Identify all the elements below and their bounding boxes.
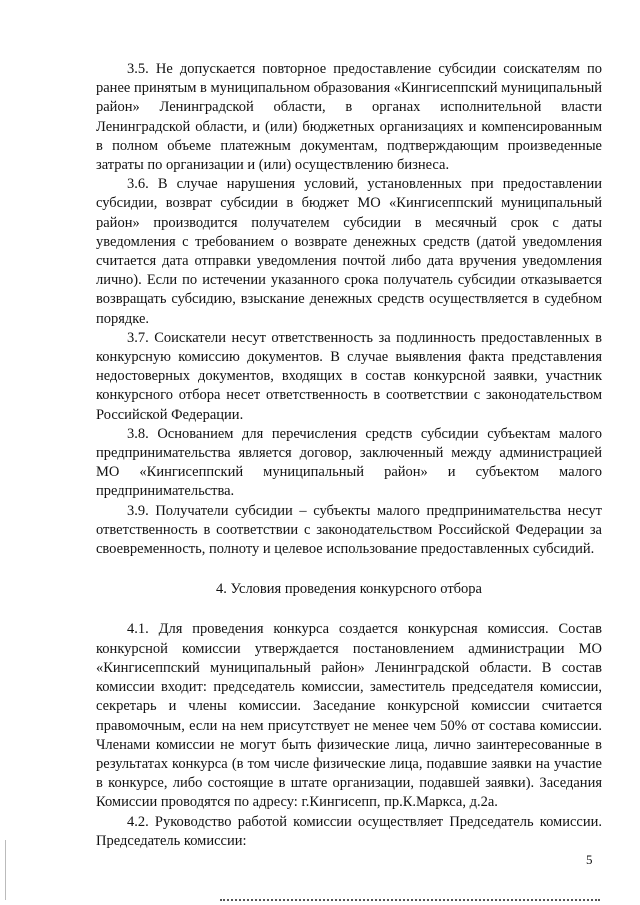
- paragraph-3-5: 3.5. Не допускается повторное предоставление субсидии соискателям по ранее принятым в муниципальном образования «Кингисеппский муниципальный район» Ленинградской области, в органах исполнительной власти Ленинградской области, и (или) бюджетных организациях и компенсированным в полном объеме платежным документам, подтверждающим произведенные затраты по организации и (или) осуществлению бизнеса.: [96, 61, 603, 174]
- scan-edge-line: [5, 840, 6, 900]
- document-body: [96, 60, 602, 851]
- section-heading: 4. Условия проведения конкурсного отбора: [215, 581, 482, 598]
- paragraph-3-6: 3.6. В случае нарушения условий, установленных при предоставлении субсидии, возврат субсидии в бюджет МО «Кингисеппский муниципальный район» производится получателем субсидии в месячный срок с даты уведомления с требованием о возврате денежных средств (датой уведомления считается дата отправки уведомления почтой либо дата вручения уведомления лично). Если по истечении указанного срока получатель субсидии отказывается возвращать субсидию, взыскание денежных средств осуществляется в судебном порядке.: [96, 176, 602, 327]
- paragraph-3-8: 3.8. Основанием для перечисления средств субсидии субъектам малого предпринимательства является договор, заключенный между администрацией МО «Кингисеппский муниципальный район» и субъектом малого предпринимательства.: [96, 425, 602, 500]
- scan-artifact-bar: [220, 899, 600, 904]
- page-number: 5: [586, 852, 593, 867]
- paragraph-3-9: 3.9. Получатели субсидии – субъекты малого предпринимательства несут ответственность в соответствии с законодательством Российской Федерации за своевременность, полноту и целевое использование предоставленных субсидий.: [96, 502, 602, 558]
- paragraph-4-2: 4.2. Руководство работой комиссии осуществляет Председатель комиссии. Председатель комиссии:: [96, 813, 602, 849]
- paragraph-4-1: 4.1. Для проведения конкурса создается конкурсная комиссия. Состав конкурсной комиссии утверждается постановлением администрации МО «Кингисеппский муниципальный район» Ленинградской области. В состав комиссии входит: председатель комиссии, заместитель председателя комиссии, секретарь и члены комиссии. Заседание конкурсной комиссии считается правомочным, если на нем присутствует не менее чем 50% от состава комиссии. Членами комиссии не могут быть физические лица, лично заинтересованные в результатах конкурса (в том числе физические лица, подавшие заявки на участие в конкурсе, либо состоящие в штате организации, подавшей заявки). Заседания Комиссии проводятся по адресу: г.Кингисепп, пр.К.Маркса, д.2а.: [96, 621, 602, 811]
- paragraph-3-7: 3.7. Соискатели несут ответственность за подлинность предоставленных в конкурсную комиссию документов. В случае выявления факта представления недостоверных документов, входящих в состав конкурсной заявки, участник конкурсного отбора несет ответственность в соответствии с законодательством Российской Федерации.: [96, 329, 602, 423]
